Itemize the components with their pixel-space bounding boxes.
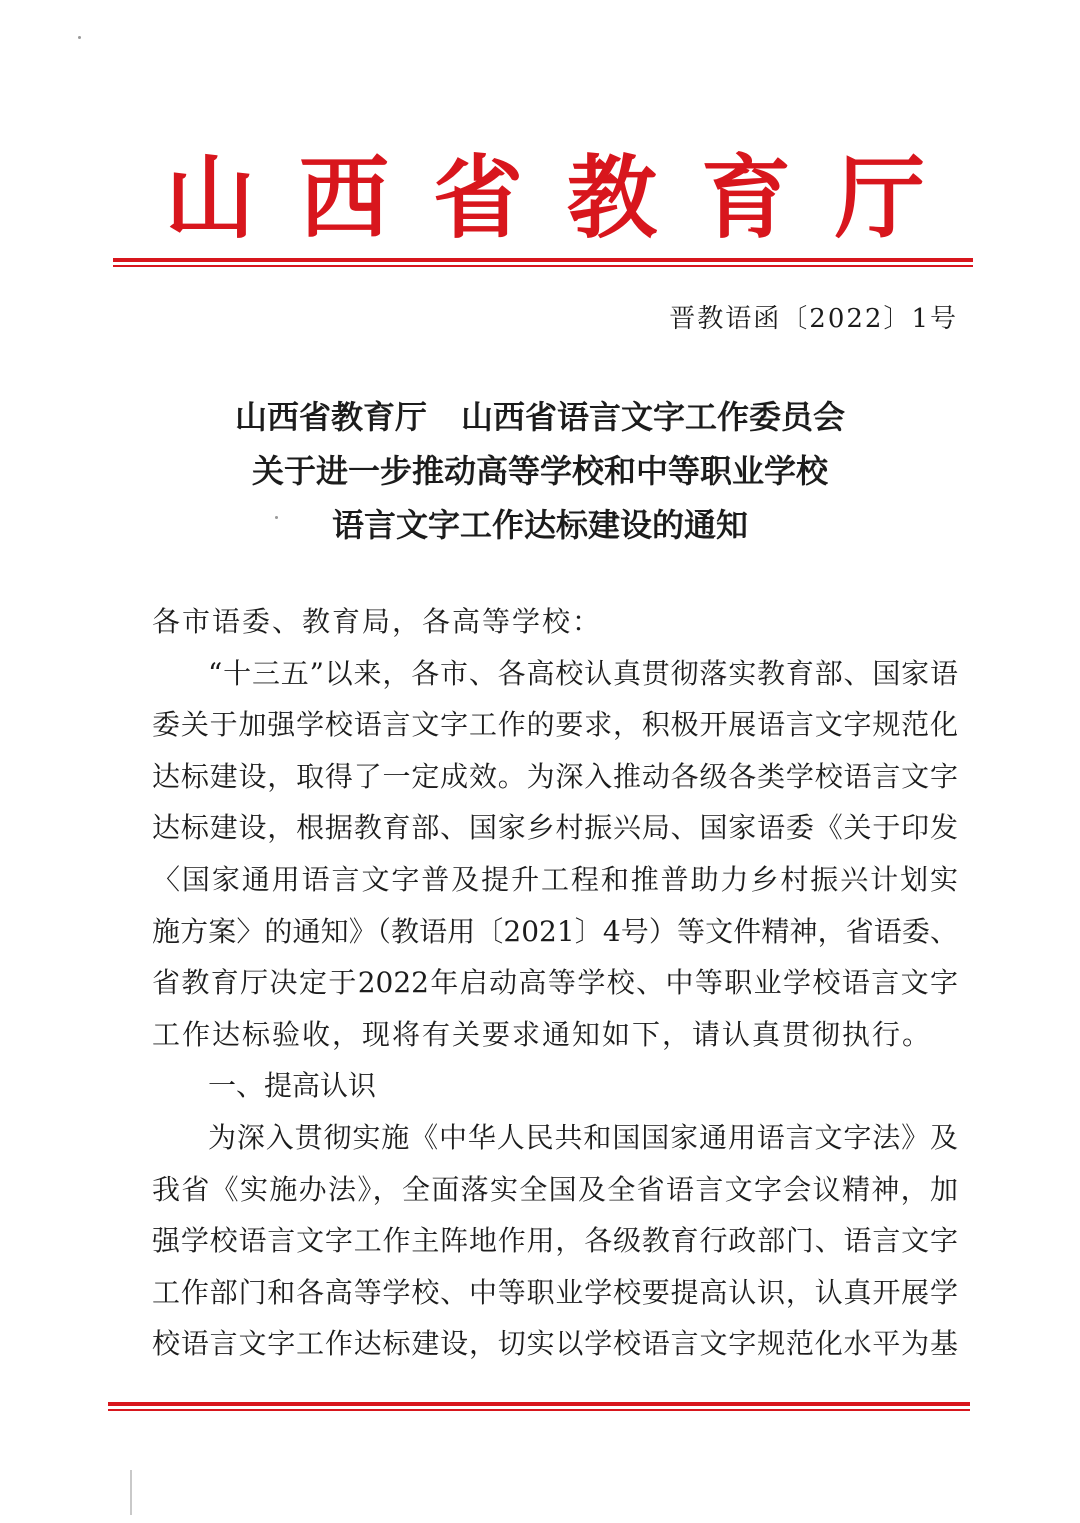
paragraph-line: 工作达标验收，现将有关要求通知如下，请认真贯彻执行。 (152, 1017, 933, 1051)
paragraph-line: 达标建设，根据教育部、国家乡村振兴局、国家语委《关于印发 (152, 811, 958, 845)
paragraph-line: 委关于加强学校语言文字工作的要求，积极开展语言文字规范化 (152, 708, 958, 742)
document-body (152, 596, 958, 1370)
masthead-char: 厅 (835, 145, 925, 251)
title-issuer-1: 山西省教育厅 (234, 398, 427, 436)
masthead-char: 育 (701, 145, 791, 251)
scan-artifact (130, 1470, 132, 1515)
masthead-char: 山 (165, 145, 255, 251)
paragraph-line: 校语言文字工作达标建设，切实以学校语言文字规范化水平为基 (152, 1327, 958, 1361)
paragraph-line: 强学校语言文字工作主阵地作用，各级教育行政部门、语言文字 (152, 1224, 958, 1258)
salutation: 各市语委、教育局，各高等学校： (152, 605, 603, 638)
footer-red-rule (108, 1402, 970, 1411)
masthead-char: 省 (433, 145, 523, 251)
paragraph-line: 省教育厅决定于2022年启动高等学校、中等职业学校语言文字 (152, 966, 958, 1000)
paragraph-line: 我省《实施办法》，全面落实全国及全省语言文字会议精神，加 (152, 1172, 958, 1206)
masthead-char: 教 (567, 145, 657, 251)
paragraph-line: 施方案〉的通知》（教语用〔2021〕4号）等文件精神，省语委、 (152, 914, 958, 948)
scan-speck (275, 516, 278, 519)
header-red-rule (113, 258, 973, 267)
scan-speck (78, 36, 81, 39)
title-issuer-2: 山西省语言文字工作委员会 (461, 398, 846, 436)
section-heading: 一、提高认识 (208, 1069, 377, 1103)
document-number: 晋教语函〔2022〕1号 (669, 304, 958, 334)
paragraph-line: 〈国家通用语言文字普及提升工程和推普助力乡村振兴计划实 (152, 862, 958, 896)
paragraph-line: “十三五”以来，各市、各高校认真贯彻落实教育部、国家语 (208, 656, 958, 690)
paragraph-line: 达标建设，取得了一定成效。为深入推动各级各类学校语言文字 (152, 759, 958, 793)
title-line-2: 关于进一步推动高等学校和中等职业学校 (251, 452, 828, 490)
paragraph-line: 工作部门和各高等学校、中等职业学校要提高认识，认真开展学 (152, 1275, 958, 1309)
document-title (0, 390, 1080, 552)
title-line-3: 语言文字工作达标建设的通知 (331, 506, 748, 544)
masthead-title (165, 145, 925, 251)
title-line-1 (0, 390, 1080, 444)
paragraph-line: 为深入贯彻实施《中华人民共和国国家通用语言文字法》及 (208, 1120, 958, 1154)
masthead-char: 西 (299, 145, 389, 251)
